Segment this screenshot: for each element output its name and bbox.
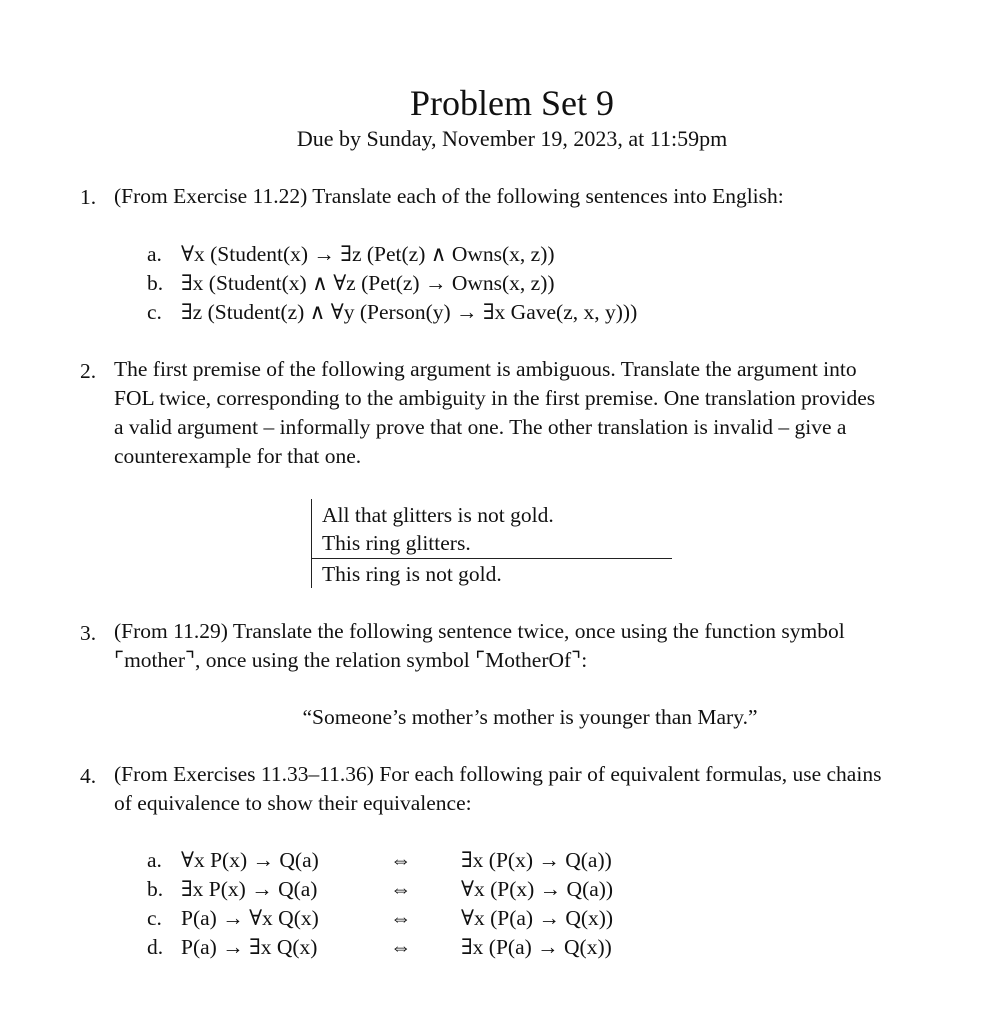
item-label: b.: [147, 271, 164, 295]
pair-d: [147, 935, 317, 960]
problem-1-item-b: [147, 271, 555, 296]
problem-4-line-2: of equivalence to show their equivalence:: [114, 791, 472, 815]
problem-1-item-a: [147, 242, 555, 267]
pair-right: ∀x (P(a) → Q(x)): [461, 906, 614, 930]
problem-2-line-1: The first premise of the following argument is ambiguous. Translate the argument into: [114, 357, 857, 381]
problem-4-number: 4.: [80, 764, 97, 788]
conclusion: This ring is not gold.: [322, 562, 502, 586]
premise-2: This ring glitters.: [322, 531, 471, 555]
equivalence-symbol: ⇔: [390, 935, 412, 959]
problem-3-line-1: (From 11.29) Translate the following sentence twice, once using the function symbol: [114, 619, 845, 643]
premise-1: All that glitters is not gold.: [322, 503, 554, 527]
pair-right: ∃x (P(x) → Q(a)): [461, 848, 612, 872]
problem-2-line-3: a valid argument – informally prove that one. The other translation is invalid – give a: [114, 415, 847, 439]
pair-left: P(a) → ∃x Q(x): [181, 935, 318, 959]
item-label: a.: [147, 242, 162, 266]
due-date: Due by Sunday, November 19, 2023, at 11:59pm: [296, 126, 728, 151]
formula: ∃x (Student(x) ∧ ∀z (Pet(z) → Owns(x, z)): [181, 271, 555, 295]
equivalence-symbol: ⇔: [390, 848, 412, 872]
pair-left: ∃x P(x) → Q(a): [181, 877, 318, 901]
problem-3-number: 3.: [80, 621, 97, 645]
problem-2-number: 2.: [80, 359, 97, 383]
pair-label: b.: [147, 877, 164, 901]
pair-right: ∃x (P(a) → Q(x)): [461, 935, 612, 959]
formula: ∀x (Student(x) → ∃z (Pet(z) ∧ Owns(x, z)): [181, 242, 555, 266]
problem-1-item-c: [147, 300, 637, 325]
equivalence-symbol: ⇔: [390, 906, 412, 930]
pair-right: ∀x (P(x) → Q(a)): [461, 877, 614, 901]
argument-box: [311, 499, 672, 588]
pair-label: c.: [147, 906, 162, 930]
pair-c: [147, 906, 319, 931]
pair-label: d.: [147, 935, 164, 959]
problem-4-line-1: (From Exercises 11.33–11.36) For each following pair of equivalent formulas, use chains: [114, 762, 882, 786]
problem-3-line-2: ⌜mother⌝, once using the relation symbol ⌜MotherOf⌝:: [114, 648, 588, 672]
pair-left: P(a) → ∀x Q(x): [181, 906, 319, 930]
conclusion-divider: [312, 558, 672, 559]
problem-2-line-2: FOL twice, corresponding to the ambiguity in the first premise. One translation provides: [114, 386, 876, 410]
formula: ∃z (Student(z) ∧ ∀y (Person(y) → ∃x Gave(z, x, y))): [181, 300, 638, 324]
equivalence-symbol: ⇔: [390, 877, 412, 901]
pair-a: [147, 848, 319, 873]
problem-1-text: (From Exercise 11.22) Translate each of the following sentences into English:: [114, 184, 784, 208]
problem-3-quote: “Someone’s mother’s mother is younger than Mary.”: [302, 705, 758, 729]
pair-b: [147, 877, 317, 902]
pair-label: a.: [147, 848, 162, 872]
problem-2-line-4: counterexample for that one.: [114, 444, 362, 468]
problem-1-number: 1.: [80, 185, 97, 209]
item-label: c.: [147, 300, 162, 324]
pair-left: ∀x P(x) → Q(a): [181, 848, 319, 872]
page-title: Problem Set 9: [410, 83, 614, 123]
